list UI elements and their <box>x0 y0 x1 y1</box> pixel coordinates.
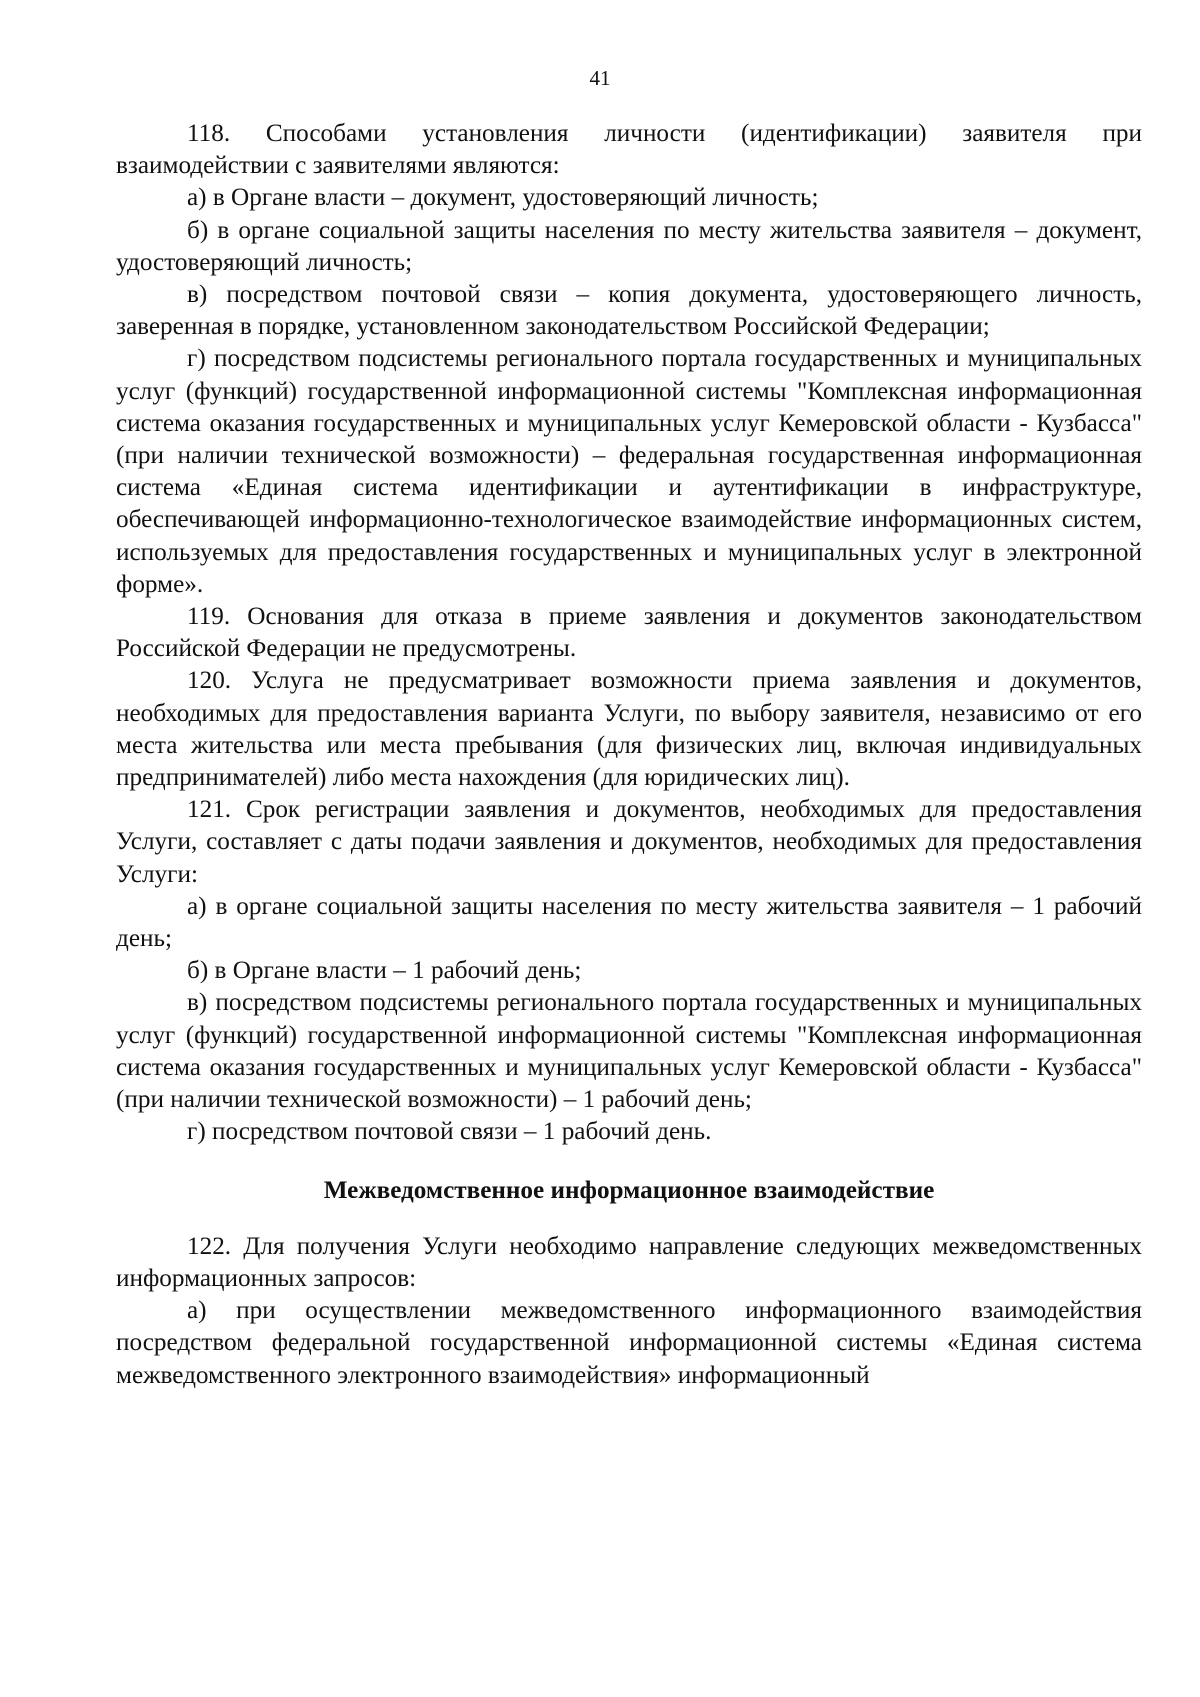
paragraph-119: 119. Основания для отказа в приеме заявления и документов законодательством Российской Федерации не предусмотрены. <box>116 603 1142 663</box>
document-body <box>116 118 1142 1392</box>
paragraph-122-a: а) при осуществлении межведомственного информационного взаимодействия посредством федеральной государственной информационной системы «Единая система межведомственного электронного взаимодействия» информационный <box>116 1297 1142 1389</box>
paragraph-118-a: а) в Органе власти – документ, удостоверяющий личность; <box>187 184 819 212</box>
paragraph-121-a: а) в органе социальной защиты населения по месту жительства заявителя – 1 рабочий день; <box>116 892 1142 953</box>
page-number: 41 <box>589 66 611 90</box>
paragraph-118-b: б) в органе социальной защиты населения по месту жительства заявителя – документ, удостоверяющий личность; <box>116 216 1142 276</box>
section-heading: Межведомственное информационное взаимодействие <box>323 1176 935 1204</box>
paragraph-122: 122. Для получения Услуги необходимо направление следующих межведомственных информационных запросов: <box>116 1232 1142 1292</box>
paragraph-120: 120. Услуга не предусматривает возможности приема заявления и документов, необходимых для предоставления варианта Услуги, по выбору заявителя, независимо от его места жительства или места пребывания (для физических лиц, включая индивидуальных предпринимателей) либо места нахождения (для юридических лиц). <box>116 667 1142 792</box>
paragraph-121-v: в) посредством подсистемы регионального портала государственных и муниципальных услуг (функций) государственной информационной системы "Комплексная информационная система оказания государственных и муниципальных услуг Кемеровской области - Кузбасса" (при наличии технической возможности) – 1 рабочий день; <box>116 989 1142 1114</box>
paragraph-118-g: г) посредством подсистемы регионального портала государственных и муниципальных услуг (функций) государственной информационной системы "Комплексная информационная система оказания государственных и муниципальных услуг Кемеровской области - Кузбасса" (при наличии технической возможности) – федеральная государственная информационная система «Единая система идентификации и аутентификации в инфраструктуре, обеспечивающей информационно-технологическое взаимодействие информационных систем, используемых для предоставления государственных и муниципальных услуг в электронной форме». <box>116 345 1142 598</box>
paragraph-121-b: б) в Органе власти – 1 рабочий день; <box>187 957 582 985</box>
paragraph-121: 121. Срок регистрации заявления и документов, необходимых для предоставления Услуги, составляет с даты подачи заявления и документов, необходимых для предоставления Услуги: <box>116 796 1142 888</box>
paragraph-118-v: в) посредством почтовой связи – копия документа, удостоверяющего личность, заверенная в порядке, установленном законодательством Российской Федерации; <box>116 281 1142 341</box>
paragraph-118: 118. Способами установления личности (идентификации) заявителя при взаимодействии с заявителями являются: <box>116 120 1142 180</box>
paragraph-121-g: г) посредством почтовой связи – 1 рабочий день. <box>187 1118 712 1146</box>
